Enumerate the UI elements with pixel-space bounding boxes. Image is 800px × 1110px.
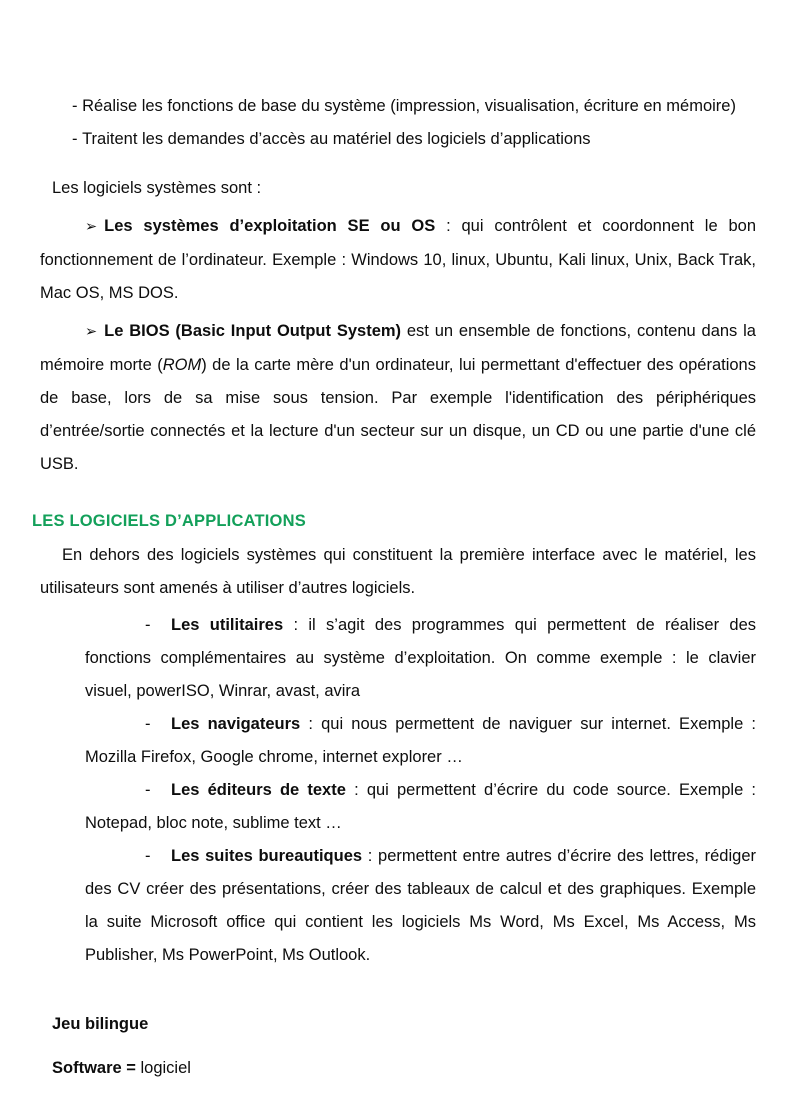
section-intro-paragraph: En dehors des logiciels systèmes qui constituent la première interface avec le matériel, les utilisateurs sont amenés à utiliser d’autres logiciels. — [40, 546, 756, 597]
editeurs-body: : qui permettent d’écrire du code source. Exemple : Notepad, bloc note, sublime text … — [85, 781, 757, 832]
bilingual-definition: logiciel — [135, 1059, 191, 1077]
hyphen-bullet-icon: - — [145, 781, 151, 799]
top-bullet-2-text: Traitent les demandes d’accès au matériel des logiciels d’applications — [82, 130, 591, 148]
hyphen-bullet-icon: - — [145, 616, 151, 634]
top-bullet-1-text: Réalise les fonctions de base du système (impression, visualisation, écriture en mémoire) — [82, 97, 736, 115]
rom-italic-term: ROM — [162, 356, 202, 374]
utilitaires-label: Les utilitaires — [171, 616, 284, 634]
bios-body-part2: ) de la carte mère d'un ordinateur, lui permettant d'effectuer des opérations de base, lors de sa mise sous tension. Par exemple l'identification des périphériques d’entrée/sortie connectés et la lecture d'un secteur sur un disque, un CD ou une partie d'une clé USB. — [40, 356, 756, 473]
navigateurs-label: Les navigateurs — [171, 715, 301, 733]
bilingual-term: Software = — [52, 1059, 136, 1077]
system-software-item-bios — [40, 315, 756, 481]
bilingual-title — [52, 1002, 756, 1046]
suites-body: : permettent entre autres d’écrire des lettres, rédiger des CV créer des présentations, créer des tableaux de calcul et des graphiques. Exemple la suite Microsoft office qui contient les logiciels Ms Word, Ms Excel, Ms Access, Ms Publisher, Ms PowerPoint, Ms Outlook. — [85, 847, 756, 964]
list-item — [85, 774, 756, 840]
editeurs-label: Les éditeurs de texte — [171, 781, 346, 799]
list-item — [85, 609, 756, 708]
application-software-list — [85, 609, 756, 972]
utilitaires-body: : il s’agit des programmes qui permettent de réaliser des fonctions complémentaires au système d’exploitation. On comme exemple : le clavier visuel, powerISO, Winrar, avast, avira — [85, 616, 756, 700]
os-label: Les systèmes d’exploitation SE ou OS — [104, 217, 436, 235]
bios-label: Le BIOS (Basic Input Output System) — [104, 322, 402, 340]
top-bullet-2-marker: - — [72, 130, 78, 148]
list-item — [85, 840, 756, 972]
bilingual-title-text: Jeu bilingue — [52, 1015, 149, 1033]
system-software-item-os — [40, 210, 756, 310]
top-bullet-2 — [40, 123, 756, 156]
hyphen-bullet-icon: - — [145, 715, 151, 733]
top-bullet-1-marker: - — [72, 97, 78, 115]
navigateurs-body: : qui nous permettent de naviguer sur internet. Exemple : Mozilla Firefox, Google chrome, internet explorer … — [85, 715, 756, 766]
bilingual-section — [52, 1002, 756, 1090]
hyphen-bullet-icon: - — [145, 847, 151, 865]
top-bullet-1 — [40, 90, 756, 123]
page-title: LES LOGICIELS D’APPLICATIONS — [32, 512, 306, 530]
arrow-bullet-icon: ➢ — [85, 324, 98, 340]
document-body — [32, 90, 757, 1090]
arrow-bullet-icon: ➢ — [85, 219, 98, 235]
system-software-lead-in: Les logiciels systèmes sont : — [52, 179, 262, 197]
suites-label: Les suites bureautiques — [171, 847, 363, 865]
bilingual-entry — [52, 1046, 756, 1090]
bios-body-part1: est un ensemble de fonctions, contenu dans la mémoire morte ( — [40, 322, 756, 374]
list-item — [85, 708, 756, 774]
os-body: : qui contrôlent et coordonnent le bon fonctionnement de l’ordinateur. Exemple : Windows 10, linux, Ubuntu, Kali linux, Unix, Back Trak, Mac OS, MS DOS. — [40, 217, 756, 302]
